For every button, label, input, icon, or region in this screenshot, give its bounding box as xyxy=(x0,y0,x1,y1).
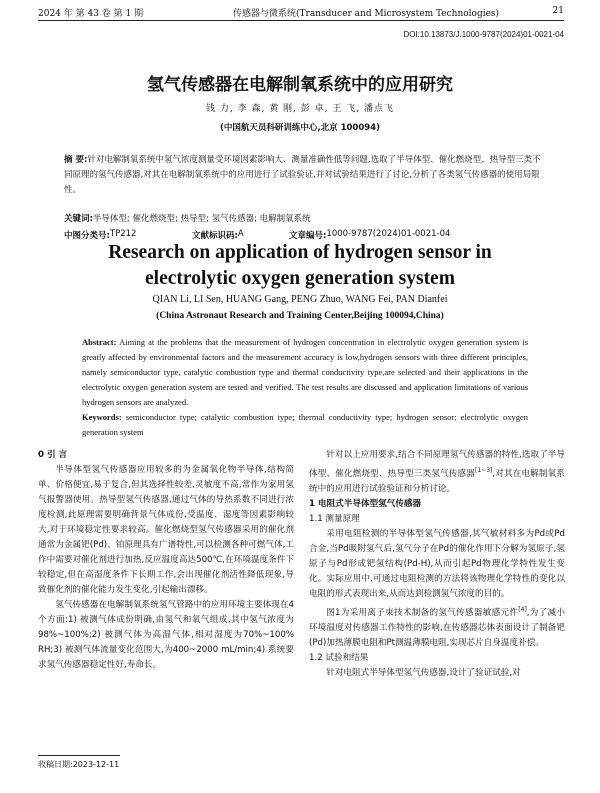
section-1-2-heading: 1.2 试验和结果 xyxy=(309,652,369,663)
article-no-label: 文章编号: xyxy=(289,231,327,241)
en-keywords xyxy=(82,410,528,440)
doc-code-value: A xyxy=(237,229,244,239)
body-paragraph: 针对电阻式半导体型氢气传感器,设计了验证试验,对 xyxy=(326,667,521,678)
cn-abstract-text: 针对电解制氧系统中氢气浓度测量受环境因素影响大、测量准确性低等问题,选取了半导体型、催化燃烧型、热导型三类不同原理的氢气传感器,对其在电解制氧系统中的应用进行了试验验证,并对试验结果进行了讨论,分析了各类氢气传感器的使用局限性。 xyxy=(64,155,541,195)
article-no-value: 1000-9787(2024)01-0021-04 xyxy=(326,229,451,239)
en-keywords-label: Keywords: xyxy=(82,412,122,422)
body-paragraph: 半导体型氢气传感器应用较多的为金属氧化物半导体,结构简单、价格便宜,易于复合,但其选择性较差,灵敏度不高,常作为家用氢气报警器使用。热导型氢气传感器,通过气体的导热系数不同进行浓度检测,此原理需要明确背景气体成份,受温度、湿度等因素影响较大,对于环境稳定性要求较高。催化燃烧型氢气传感器采用的催化剂通常为金属钯(Pd)、铂原理具有广谱特性,可以检测各种可燃气体,工作中需要对催化剂进行加热,反应温度高达500℃,在环境温度条件下较稳定,但在高湿度条件下长期工作,会出现催化剂活性降低现象,导致催化剂的催化能力发生变化,引起输出漂移。 xyxy=(38,465,294,595)
en-abstract-text: Aiming at the problems that the measurement of hydrogen concentration in electrolytic oxygen generation system is greatly affected by environmental factors and the measurement accuracy is low,hydrogen sensors with three different principles, namely semiconductor type, catalytic combustion type and thermal conductivity type,are selected and their applications in the electrolytic oxygen generation system are tested and verified. The test results are discussed and application limitations of various hydrogen sensors are analyzed. xyxy=(82,337,528,407)
cn-authors: 钱 力, 李 森, 黄 刚, 彭 卓, 王 飞, 潘点飞 xyxy=(206,104,394,114)
running-header xyxy=(38,4,564,21)
section-1-heading: 1 电阻式半导体型氢气传感器 xyxy=(309,498,422,509)
cn-keywords xyxy=(64,212,542,224)
body-paragraph: 采用电阻检测的半导体型氢气传感器,其气敏材料多为Pd或Pd合金,当Pd吸附氢气后,氢气分子在Pd的催化作用下分解为氢原子,氢原子与Pd形成钯氢结构(Pd-H),从而引起Pd物理化学特性发生变化。实际应用中,可通过电阻检测的方法将该物理化学特性的变化以电阻的形式表现出来,从而达到检测氢气浓度的目的。 xyxy=(309,528,565,599)
intro-heading: 0 引 言 xyxy=(38,450,68,460)
body-paragraph xyxy=(309,448,565,497)
en-abstract-label: Abstract: xyxy=(82,337,117,347)
body-left-column xyxy=(38,448,294,673)
issue-info: 2024 年 第 43 卷 第 1 期 xyxy=(38,9,144,19)
cn-abstract-label: 摘 要: xyxy=(64,155,88,165)
body-text: 图1为采用离子束技术制备的氢气传感器敏感元件 xyxy=(326,607,519,618)
cn-affiliation: (中国航天员科研训练中心,北京 100094) xyxy=(220,123,380,133)
body-right-column xyxy=(309,448,565,681)
cn-abstract xyxy=(64,153,542,198)
body-text: ,为了减小环境温度对传感器工作特性的影响,在传感器芯体表面设计了制备钯(Pd)加热薄膜电阻和Pt测温薄膜电阻,实现芯片自身温度补偿。 xyxy=(309,607,566,648)
citation-ref[interactable]: [4] xyxy=(518,605,527,613)
en-affiliation: (China Astronaut Research and Training Center,Beijing 100094,China) xyxy=(156,311,444,321)
body-text: ,对其在电解制氧系统中的应用进行试验验证和分析讨论。 xyxy=(309,468,565,494)
cn-keywords-label: 关键词: xyxy=(64,214,93,224)
doi: DOI:10.13873/J.1000-9787(2024)01-0021-04 xyxy=(403,30,564,39)
en-title xyxy=(0,240,600,292)
footnote-divider xyxy=(38,755,120,756)
body-paragraph xyxy=(309,602,565,651)
body-text: 针对以上应用要求,结合不同原理氢气传感器的特性,选取了半导体型、催化燃烧型、热导型三类氢气传感器 xyxy=(309,450,565,479)
citation-ref[interactable]: [1~3] xyxy=(475,467,493,474)
en-keywords-text: semiconductor type; catalytic combustion type; thermal conductivity type; hydrogen sensor; electrolytic oxygen generation system xyxy=(82,412,529,437)
en-abstract xyxy=(82,335,528,410)
en-title-line1: Research on application of hydrogen sensor in xyxy=(108,242,492,263)
doc-code-label: 文献标识码: xyxy=(192,231,238,241)
page-number: 21 xyxy=(552,6,564,16)
received-date xyxy=(38,759,119,770)
en-authors: QIAN Li, LI Sen, HUANG Gang, PENG Zhuo, WANG Fei, PAN Dianfei xyxy=(152,294,448,305)
journal-name: 传感器与微系统(Transducer and Microsystem Technologies) xyxy=(233,9,500,19)
clc-value: TP212 xyxy=(109,229,137,239)
cn-title: 氢气传感器在电解制氧系统中的应用研究 xyxy=(147,75,453,95)
clc-label: 中图分类号: xyxy=(64,231,110,241)
cn-keywords-text: 半导体型; 催化燃烧型; 热导型; 氢气传感器; 电解制氧系统 xyxy=(92,214,311,224)
received-value: 2023-12-11 xyxy=(72,760,120,769)
en-title-line2: electrolytic oxygen generation system xyxy=(145,268,455,289)
body-paragraph: 氢气传感器在电解制氧系统氢气管路中的应用环境主要体现在4个方面:1) 被测气体成份明确,由氢气和氧气组成,其中氢气浓度为98%~100%;2) 被测气体为高湿气体,相对湿度为70%~100% RH;3) 被测气体流量变化范围大,为400~2000 mL/min;4) 系统要求氢气传感器稳定性好,寿命长。 xyxy=(38,600,294,670)
section-1-1-heading: 1.1 测量原理 xyxy=(309,513,360,524)
received-label: 收稿日期: xyxy=(38,760,73,769)
